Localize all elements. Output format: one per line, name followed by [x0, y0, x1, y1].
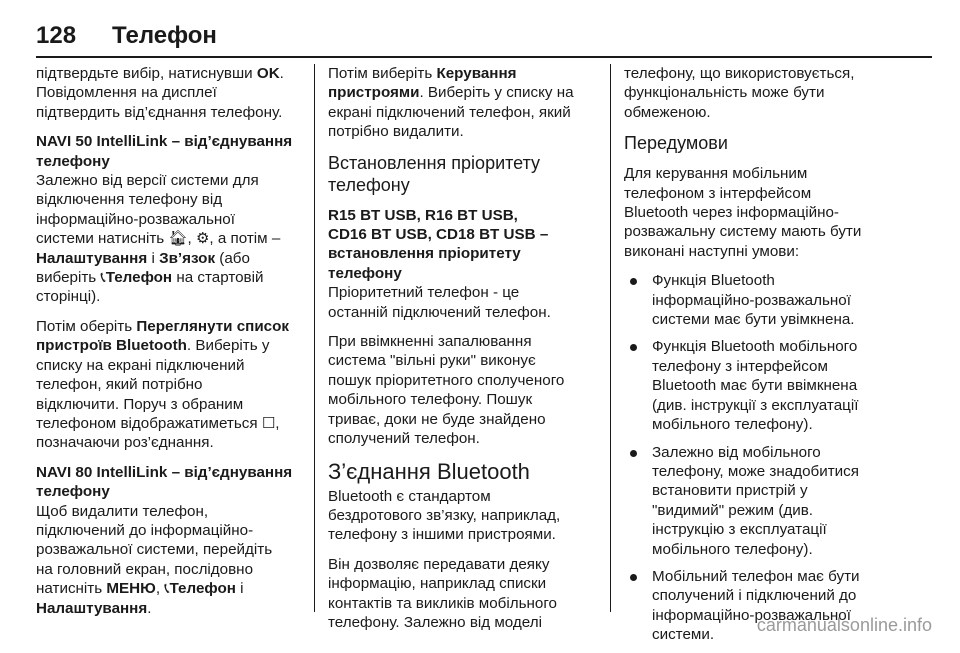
- bullet-icon: [630, 574, 637, 581]
- bullet-icon: [630, 278, 637, 285]
- paragraph-confirm: підтвердьте вибір, натиснувши OK. Повідомлення на дисплеї підтвердить від’єднання телефону.: [36, 65, 284, 121]
- column-divider-2: [610, 64, 611, 612]
- column-divider-1: [314, 64, 315, 612]
- phone-icon: 📞︎: [100, 269, 106, 287]
- heading-navi80-disconnect: NAVI 80 IntelliLink – від’єднування телефону: [36, 463, 293, 501]
- paragraph-conditions: Для керування мобільним телефоном з інтерфейсом Bluetooth через інформаційно- розважальну систему мають бути виконані наступні умови:: [624, 165, 862, 260]
- paragraph-functionality: телефону, що використовується, функціональність може бути обмеженою.: [624, 65, 855, 121]
- column-1: [36, 64, 298, 628]
- list-item: Залежно від мобільного телефону, може знадобитися встановити пристрій у "видимий" режим (див. інструкцію з експлуатації мобільного телефону).: [624, 443, 920, 559]
- paragraph-manage-devices: Потім виберіть Керування пристроями. Виберіть у списку на екрані підключений телефон, який потрібно видалити.: [328, 65, 574, 141]
- conditions-list: [624, 271, 920, 644]
- paragraph-navi50-steps: Залежно від версії системи для відключення телефону від інформаційно-розважальної системи натисніть 🏠︎, ⚙, а потім – Налаштування і Зв’язок (або виберіть 📞︎Телефон на стартовій сторінці).: [36, 172, 281, 306]
- home-icon: 🏠︎: [168, 230, 188, 248]
- gear-icon: ⚙: [195, 230, 210, 248]
- bullet-icon: [630, 344, 637, 351]
- paragraph-ignition-search: При ввімкненні запалювання система "вільні руки" виконує пошук пріоритетного сполученого мобільного телефону. Пошук триває, доки не буде знайдено сполучений телефон.: [328, 333, 565, 448]
- heading-bluetooth-connection: З’єднання Bluetooth: [328, 458, 530, 484]
- heading-set-priority: Встановлення пріоритету телефону: [328, 152, 541, 195]
- heading-models-priority: R15 BT USB, R16 BT USB, CD16 BT USB, CD18 BT USB – встановлення пріоритету телефону: [328, 206, 549, 282]
- heading-prerequisites: Передумови: [624, 133, 728, 154]
- column-3: [624, 64, 920, 653]
- paragraph-view-devices: Потім оберіть Переглянути список пристроїв Bluetooth. Виберіть у списку на екрані підключений телефон, який потрібно відключити. Поруч з обраним телефоном відображатиметься ☐, позначаючи роз’єднання.: [36, 317, 289, 452]
- list-item: Функція Bluetooth мобільного телефону з інтерфейсом Bluetooth має бути ввімкнена (див. інструкції з експлуатації мобільного телефону).: [624, 337, 920, 434]
- paragraph-navi80-steps: Щоб видалити телефон, підключений до інформаційно- розважальної системи, перейдіть на головний екран, послідовно натисніть МЕНЮ, 📞︎Телефон і Налаштування.: [36, 502, 273, 617]
- page-title: Телефон: [112, 22, 217, 49]
- heading-navi50-disconnect: NAVI 50 IntelliLink – від’єднування телефону: [36, 133, 293, 170]
- list-item: Функція Bluetooth інформаційно-розважальної системи має бути увімкнена.: [624, 271, 920, 329]
- phone-icon: 📞︎: [164, 580, 170, 598]
- header-divider: [36, 56, 932, 58]
- paragraph-priority-def: Пріоритетний телефон - це останній підключений телефон.: [328, 284, 551, 321]
- list-item: Мобільний телефон має бути сполучений і підключений до інформаційно-розважальної системи.: [624, 567, 920, 645]
- page-number: 128: [36, 22, 77, 49]
- paragraph-bluetooth-standard: Bluetooth є стандартом бездротового зв’язку, наприклад, телефону з іншими пристроями.: [328, 487, 561, 544]
- checkbox-icon: ☐: [261, 414, 276, 432]
- watermark: carmanualsonline.info: [756, 615, 932, 635]
- paragraph-bluetooth-transfer: Він дозволяє передавати деяку інформацію, наприклад списки контактів та викликів мобільного телефону. Залежно від моделі: [328, 555, 558, 631]
- column-2: [328, 64, 598, 642]
- bullet-icon: [630, 450, 637, 457]
- page-header: [36, 22, 932, 54]
